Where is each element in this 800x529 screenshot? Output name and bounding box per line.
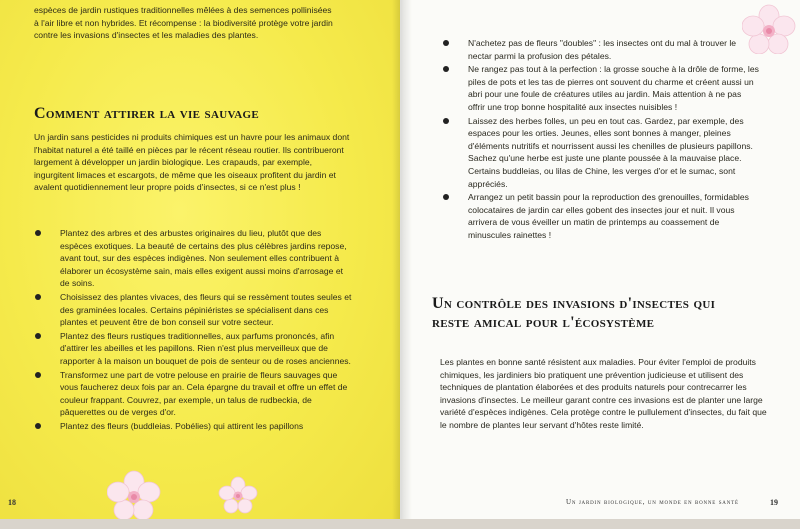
bullet-icon: [35, 372, 41, 378]
right-body-text: Les plantes en bonne santé résistent aux maladies. Pour éviter l'emploi de produits chimiques, les jardiniers bio pratiquent une prévention judicieuse et utilisent des techniques de plantation élaborées et des produits naturels pour contrecarrer les invasions d'insectes. Le meilleur garant contre ces invasions est de planter une large variété d'espèces indigènes. Cela protège contre le pullulement d'insectes, du fait que le nombre de plantes leur servant d'hôtes reste limité.: [440, 357, 767, 430]
list-item: Choisissez des plantes vivaces, des fleurs qui se ressèment toutes seules et des graminées locales. Certains pépiniéristes se spécialisent dans ces plantes et peuvent être de bon conseil sur votre secteur.: [32, 291, 352, 329]
book-gutter: [392, 0, 412, 529]
list-item: Transformez une part de votre pelouse en prairie de fleurs sauvages que vous faucherez deux fois par an. Cela épargne du travail et offre un effet de couleur frappant. Couvrez, par exemple, un talus de rudbeckia, de pâquerettes ou de verges d'or.: [32, 369, 352, 419]
flower-icon: [742, 4, 796, 54]
list-item: Plantez des fleurs (buddleias. Pobélies) qui attirent les papillons: [32, 420, 352, 433]
left-bullet-list: [32, 227, 352, 434]
bullet-icon: [443, 66, 449, 72]
list-item: Ne rangez pas tout à la perfection : la grosse souche à la drôle de forme, les piles de pots et les tas de pierres ont souvent du charme et créent aussi un abri pour une foule de créatures utiles au jardin. Mais attention à ne pas offrir une trop bonne hospitalité aux insectes nuisibles !: [440, 63, 760, 113]
left-heading: Comment attirer la vie sauvage: [34, 105, 260, 122]
flower-icon: [218, 476, 258, 516]
bullet-icon: [443, 118, 449, 124]
list-item: Arrangez un petit bassin pour la reproduction des grenouilles, formidables colocataires de jardin car elles gobent des insectes jour et nuit. Il vous arrivera de vous éveiller un matin de printemps au coassement de minuscules rainettes !: [440, 191, 760, 241]
bullet-icon: [443, 194, 449, 200]
list-item: Plantez des arbres et des arbustes originaires du lieu, plutôt que des espèces exotiques. La beauté de certains des plus célèbres jardins repose, avant tout, sur des espèces indigènes. Non seulement elles contribuent à élaborer un écosystème sain, mais elles exigent aussi moins d'arrosage et de soins.: [32, 227, 352, 290]
left-intro-text: espèces de jardin rustiques traditionnelles mêlées à des semences pollinisées à l'air libre et non hybrides. Et récompense : la biodiversité protège votre jardin contre les invasions d'insectes et les maladies des plantes.: [34, 5, 333, 41]
flower-icon: [107, 470, 161, 520]
page-edge: [0, 519, 800, 529]
right-page: [400, 0, 800, 529]
list-item: N'achetez pas de fleurs "doubles" : les insectes ont du mal à trouver le nectar parmi la profusion des pétales.: [440, 37, 760, 62]
left-page-number: 18: [8, 498, 16, 507]
bullet-icon: [35, 230, 41, 236]
left-body-text: Un jardin sans pesticides ni produits chimiques est un havre pour les animaux dont l'habitat naturel a été taillé en pièces par le récent réseau routier. Ils contribueront largement à développer un jardin biologique. Les crapauds, par exemple, ingurgitent limaces et escargots, de même que les oiseaux profitent du jardin et avalent quotidiennement leur propre poids d'insectes, si ce n'est plus !: [34, 132, 350, 193]
bullet-icon: [35, 294, 41, 300]
right-heading: Un contrôle des invasions d'insectes qui reste amical pour l'écosystème: [432, 295, 716, 331]
right-bullet-list: [440, 37, 760, 243]
bullet-icon: [443, 40, 449, 46]
bullet-icon: [35, 333, 41, 339]
right-page-number: 19: [770, 498, 778, 507]
list-item: Laissez des herbes folles, un peu en tout cas. Gardez, par exemple, des espaces pour les orties. Jeunes, elles sont bonnes à manger, pleines d'éléments nutritifs et nourrissent aussi les chenilles de plusieurs papillons. Sachez qu'une herbe est juste une plante poussée à la mauvaise place. Certains buddleias, ou lilas de Chine, les verges d'or et le sumac, sont appréciés.: [440, 115, 760, 191]
list-item: Plantez des fleurs rustiques traditionnelles, aux parfums prononcés, afin d'attirer les abeilles et les papillons. Rien n'est plus merveilleux que de rapporter à la maison un bouquet de pois de senteur ou de roses anciennes.: [32, 330, 352, 368]
running-footer: Un jardin biologique, un monde en bonne santé: [566, 498, 739, 506]
bullet-icon: [35, 423, 41, 429]
